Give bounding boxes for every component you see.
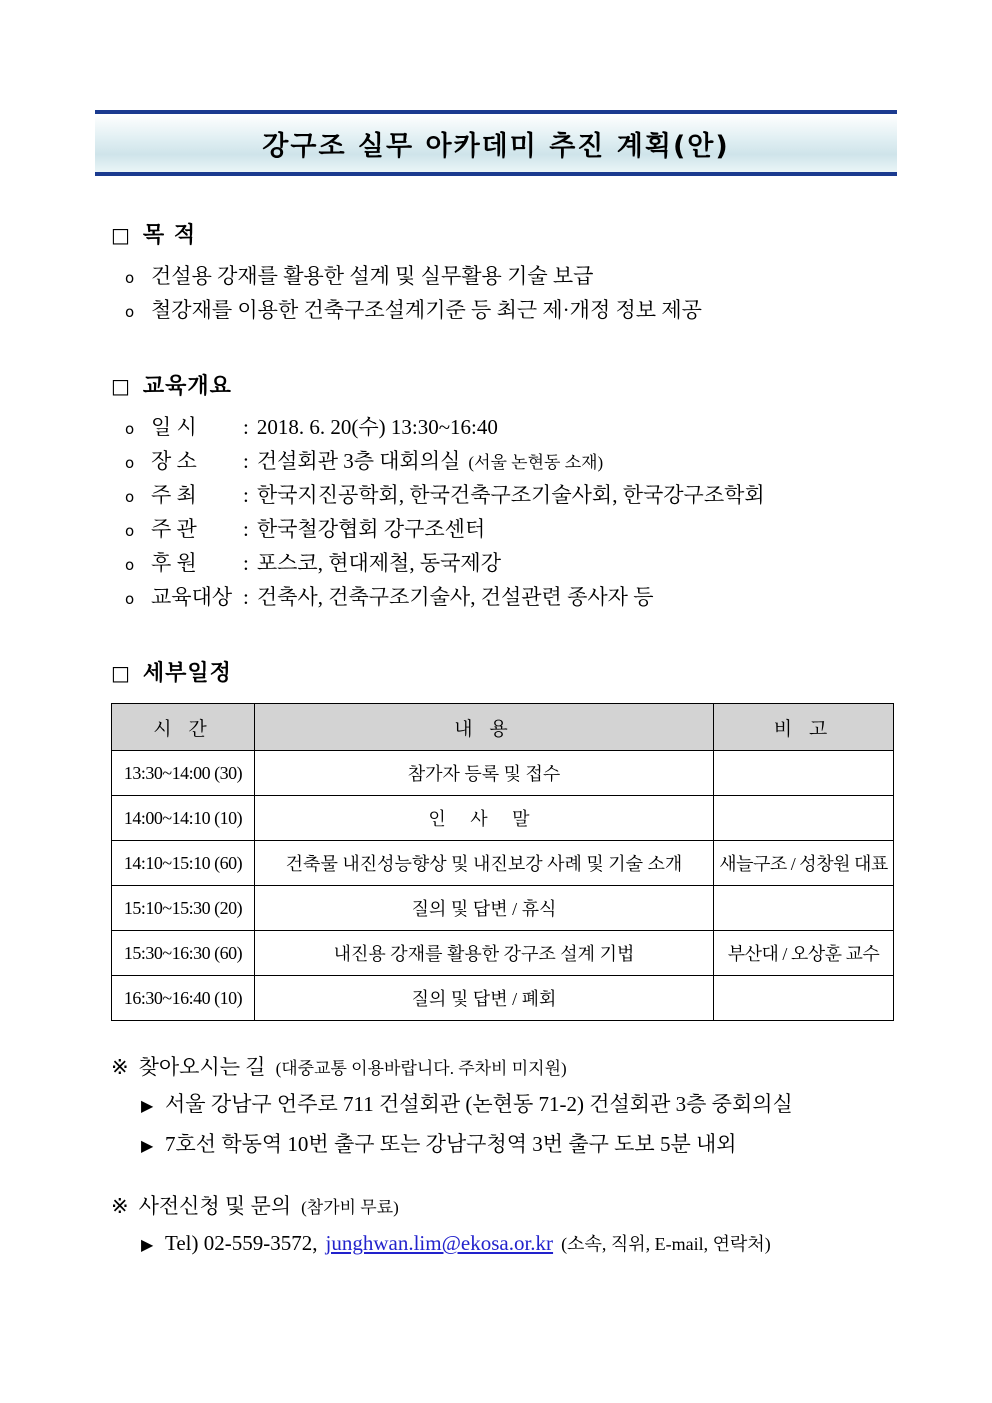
cell-time: 15:10~15:30 (20)	[112, 886, 255, 931]
list-item	[125, 546, 897, 580]
triangle-bullet-icon: ▶	[141, 1135, 154, 1155]
overview-value: 2018. 6. 20(수) 13:30~16:40	[256, 415, 498, 440]
table-header-row	[112, 704, 894, 751]
section-heading-overview-label: 교육개요	[142, 374, 232, 400]
page-title: 강구조 실무 아카데미 추진 계획(안)	[262, 130, 730, 162]
column-header-content: 내 용	[255, 704, 714, 751]
table-row	[112, 796, 894, 841]
overview-label: 후 원	[151, 551, 197, 576]
overview-label: 교육대상	[151, 585, 233, 610]
section-directions	[111, 1051, 897, 1160]
cell-content: 참가자 등록 및 접수	[255, 751, 714, 796]
circle-bullet-icon: o	[125, 488, 135, 507]
cell-content: 내진용 강재를 활용한 강구조 설계 기법	[255, 931, 714, 976]
overview-value: 한국지진공학회, 한국건축구조기술사회, 한국강구조학회	[256, 483, 765, 508]
overview-separator: :	[243, 449, 249, 474]
contact-note: (참가비 무료)	[301, 1198, 399, 1218]
directions-line	[141, 1129, 897, 1161]
triangle-bullet-icon: ▶	[141, 1096, 154, 1116]
square-bullet-icon: □	[111, 661, 131, 686]
overview-separator: :	[243, 415, 249, 440]
directions-line-text: 7호선 학동역 10번 출구 또는 강남구청역 3번 출구 도보 5분 내외	[165, 1131, 737, 1156]
section-heading-purpose	[111, 218, 897, 249]
purpose-list	[95, 259, 897, 327]
section-heading-overview	[111, 369, 897, 400]
table-row	[112, 976, 894, 1021]
overview-separator: :	[243, 483, 249, 508]
cell-note	[714, 751, 894, 796]
contact-telephone: Tel) 02-559-3572,	[165, 1231, 318, 1256]
overview-label: 일 시	[151, 415, 197, 440]
overview-value: 포스코, 현대제철, 동국제강	[256, 551, 501, 576]
column-header-note: 비 고	[714, 704, 894, 751]
cell-time: 16:30~16:40 (10)	[112, 976, 255, 1021]
circle-bullet-icon: o	[125, 303, 135, 322]
circle-bullet-icon: o	[125, 590, 135, 609]
purpose-item-text: 건설용 강재를 활용한 설계 및 실무활용 기술 보급	[151, 264, 594, 288]
cell-note	[714, 796, 894, 841]
section-heading-schedule-label: 세부일정	[142, 661, 232, 687]
cell-time: 14:00~14:10 (10)	[112, 796, 255, 841]
circle-bullet-icon: o	[125, 454, 135, 473]
list-item	[125, 444, 897, 478]
overview-separator: :	[243, 517, 249, 542]
contact-line	[141, 1228, 897, 1260]
directions-heading	[111, 1051, 897, 1081]
cell-content: 인 사 말	[255, 796, 714, 841]
overview-value: 건설회관 3층 대회의실	[256, 449, 461, 474]
cell-content: 질의 및 답변 / 휴식	[255, 886, 714, 931]
directions-line-text: 서울 강남구 언주로 711 건설회관 (논현동 71-2) 건설회관 3층 중회의실	[165, 1092, 793, 1117]
overview-label: 주 관	[151, 517, 197, 542]
table-row	[112, 841, 894, 886]
schedule-table	[111, 703, 894, 1021]
section-heading-purpose-label: 목 적	[142, 223, 197, 248]
triangle-bullet-icon: ▶	[141, 1235, 154, 1255]
cell-content: 질의 및 답변 / 폐회	[255, 976, 714, 1021]
list-item	[125, 410, 897, 444]
contact-email-link[interactable]: junghwan.lim@ekosa.or.kr	[325, 1231, 554, 1256]
overview-separator: :	[243, 585, 249, 610]
circle-bullet-icon: o	[125, 522, 135, 541]
contact-heading-label: 사전신청 및 문의	[138, 1194, 292, 1219]
square-bullet-icon: □	[111, 223, 131, 247]
overview-value: 한국철강협회 강구조센터	[256, 517, 486, 542]
overview-list	[95, 410, 897, 614]
cell-note	[714, 976, 894, 1021]
column-header-time: 시 간	[112, 704, 255, 751]
list-item	[125, 512, 897, 546]
section-overview	[95, 369, 897, 614]
contact-heading	[111, 1190, 897, 1220]
square-bullet-icon: □	[111, 374, 131, 399]
overview-value-extra: (서울 논현동 소재)	[468, 453, 604, 473]
document-title-band	[95, 110, 897, 176]
contact-email-hint: (소속, 직위, E-mail, 연락처)	[561, 1234, 771, 1255]
cell-note	[714, 886, 894, 931]
overview-value: 건축사, 건축구조기술사, 건설관련 종사자 등	[256, 585, 654, 610]
reference-mark-icon: ※	[111, 1194, 129, 1219]
circle-bullet-icon: o	[125, 556, 135, 575]
purpose-item-text: 철강재를 이용한 건축구조설계기준 등 최근 제·개정 정보 제공	[151, 298, 702, 323]
section-heading-schedule	[111, 656, 897, 687]
list-item	[125, 259, 897, 293]
section-contact	[111, 1190, 897, 1260]
cell-note: 부산대 / 오상훈 교수	[714, 931, 894, 976]
directions-line	[141, 1089, 897, 1121]
list-item	[125, 293, 897, 327]
cell-time: 14:10~15:10 (60)	[112, 841, 255, 886]
circle-bullet-icon: o	[125, 420, 135, 439]
list-item	[125, 478, 897, 512]
cell-time: 15:30~16:30 (60)	[112, 931, 255, 976]
cell-time: 13:30~14:00 (30)	[112, 751, 255, 796]
directions-heading-label: 찾아오시는 길	[138, 1055, 266, 1080]
section-schedule	[95, 656, 897, 1021]
list-item	[125, 580, 897, 614]
overview-label: 주 최	[151, 483, 197, 508]
table-row	[112, 931, 894, 976]
cell-note: 새늘구조 / 성창원 대표	[714, 841, 894, 886]
overview-label: 장 소	[151, 449, 197, 474]
reference-mark-icon: ※	[111, 1055, 129, 1080]
circle-bullet-icon: o	[125, 269, 135, 287]
directions-note: (대중교통 이용바랍니다. 주차비 미지원)	[275, 1059, 567, 1079]
table-row	[112, 886, 894, 931]
section-purpose	[95, 218, 897, 327]
cell-content: 건축물 내진성능향상 및 내진보강 사례 및 기술 소개	[255, 841, 714, 886]
table-row	[112, 751, 894, 796]
overview-separator: :	[243, 551, 249, 576]
